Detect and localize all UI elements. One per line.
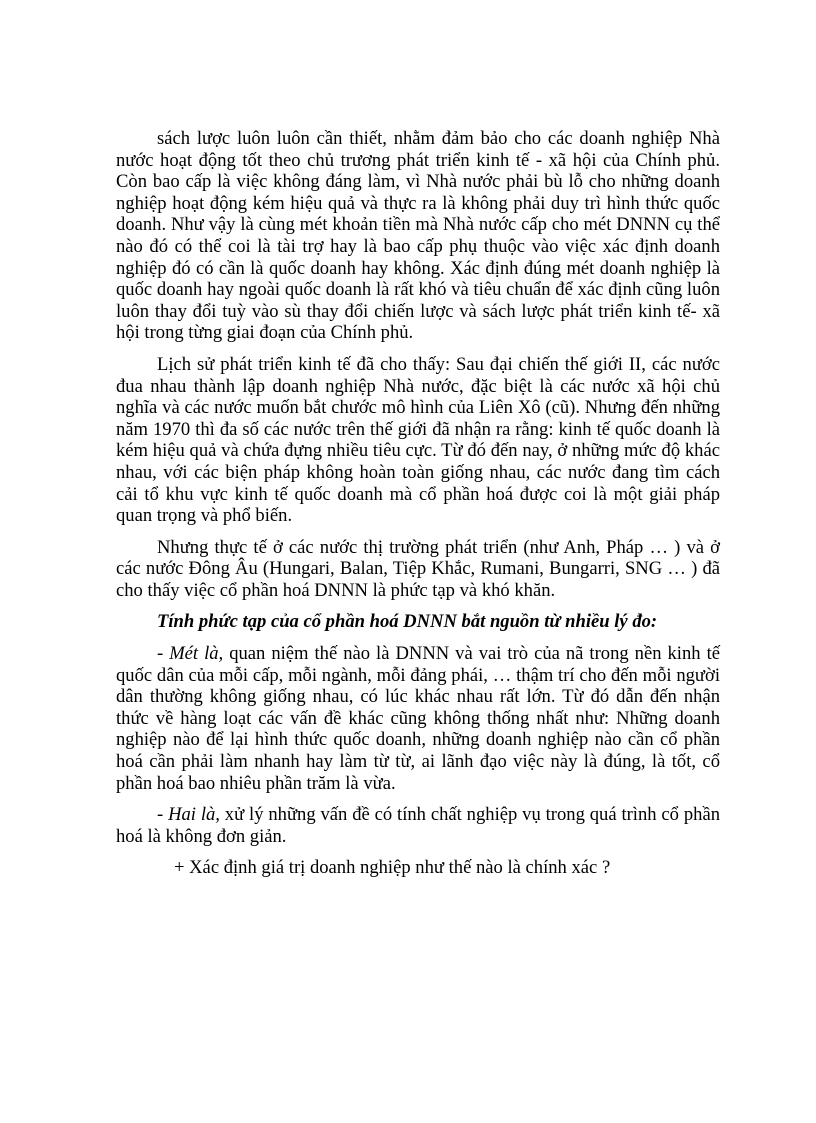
sub-item-valuation: + Xác định giá trị doanh nghiệp như thế nào là chính xác ?: [174, 857, 611, 879]
paragraph-history: Lịch sử phát triển kinh tế đã cho thấy: Sau đại chiến thế giới II, các nước đua nhau thành lập doanh nghiệp Nhà nước, đặc biệt là các nước xã hội chủ nghĩa và các nước muốn bắt chước mô hình của Liên Xô (cũ). Nhưng đến những năm 1970 thì đa số các nước trên thế giới đã nhận ra rằng: kinh tế quốc doanh là kém hiệu quả và chứa đựng nhiều tiêu cực. Từ đó đến nay, ở những mức độ khác nhau, với các biện pháp không hoàn toàn giống nhau, các nước đang tìm cách cải tổ khu vực kinh tế quốc doanh mà cổ phần hoá được coi là một giải pháp quan trọng và phổ biến.: [116, 353, 720, 527]
paragraph-policy: sách lược luôn luôn cần thiết, nhằm đảm bảo cho các doanh nghiệp Nhà nước hoạt động tốt theo chủ trương phát triển kinh tế - xã hội của Chính phủ. Còn bao cấp là việc không đáng làm, vì Nhà nước phải bù lỗ cho những doanh nghiệp hoạt động kém hiệu quả và thực ra là không phải duy trì hình thức quốc doanh. Như vậy là cùng mét khoản tiền mà Nhà nước cấp cho mét DNNN cụ thể nào đó có thể coi là tài trợ hay là bao cấp phụ thuộc vào việc xác định doanh nghiệp đó có cần là quốc doanh hay không. Xác định đúng mét doanh nghiệp là quốc doanh hay ngoài quốc doanh là rất khó và tiêu chuẩn để xác định cũng luôn luôn thay đổi tuỳ vào sù thay đổi chiến lược và sách lược phát triển kinh tế- xã hội trong từng giai đoạn của Chính phủ.: [116, 128, 720, 344]
paragraph-reality: Nhưng thực tế ở các nước thị trường phát triển (như Anh, Pháp … ) và ở các nước Đông Âu (Hungari, Balan, Tiệp Khắc, Rumani, Bungarri, SNG … ) đã cho thấy việc cổ phần hoá DNNN là phức tạp và khó khăn.: [116, 536, 720, 601]
point-one-dash: -: [157, 643, 170, 665]
point-one-text: quan niệm thế nào là DNNN và vai trò của nã trong nền kinh tế quốc dân của mỗi cấp, mỗi ngành, mỗi đảng phái, … thậm trí cho đến mỗi người dân thường không giống nhau, có lúc khác nhau rất lớn. Từ đó dẫn đến nhận thức về hàng loạt các vấn đề khác cũng không thống nhất như: Những doanh nghiệp nào để lại hình thức quốc doanh, những doanh nghiệp nào cần cổ phần hoá cần phải làm nhanh hay làm từ từ, ai lãnh đạo việc này là đúng, là tốt, cổ phần hoá bao nhiêu phần trăm là vừa.: [116, 643, 720, 794]
document-page: [116, 128, 720, 879]
point-two-dash: -: [157, 804, 169, 826]
section-heading: Tính phức tạp của cổ phần hoá DNNN bắt nguồn từ nhiều lý đo:: [157, 611, 658, 633]
point-two: [116, 804, 720, 847]
point-one: [116, 643, 720, 794]
point-two-text: xử lý những vấn đề có tính chất nghiệp vụ trong quá trình cổ phần hoá là không đơn giản.: [116, 804, 720, 847]
point-one-lead: Mét là,: [169, 643, 224, 665]
point-two-lead: Hai là,: [168, 804, 220, 826]
